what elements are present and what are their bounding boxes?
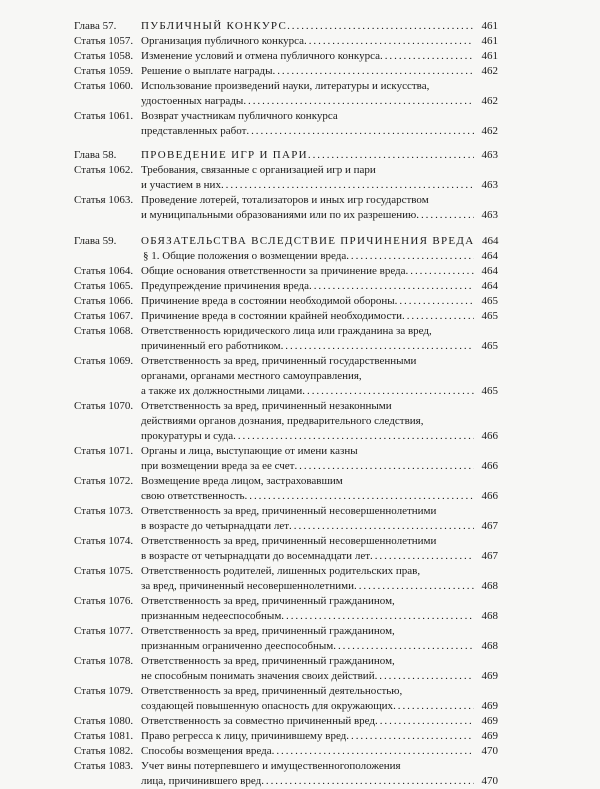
page-number: 461 [481, 35, 498, 47]
page-number: 470 [481, 775, 498, 787]
chapter-heading[interactable] [74, 234, 498, 249]
toc-entry[interactable] [74, 34, 498, 49]
entry-line [74, 744, 498, 759]
page-number: 463 [481, 179, 498, 191]
entry-line [74, 294, 498, 309]
toc-entry[interactable] [74, 109, 498, 139]
page-number: 468 [481, 610, 498, 622]
article-label: Статья 1065. [74, 280, 134, 292]
toc-entry[interactable] [74, 444, 498, 474]
dot-leader [393, 699, 474, 714]
page-number: 463 [481, 209, 498, 221]
dot-leader [281, 609, 474, 624]
entry-line [74, 444, 498, 459]
dot-leader [272, 744, 474, 759]
article-label: Статья 1070. [74, 400, 134, 412]
entry-line [74, 519, 498, 534]
article-label: Статья 1080. [74, 715, 134, 727]
toc-entry[interactable] [74, 624, 498, 654]
entry-line [74, 504, 498, 519]
article-title: Ответственность за вред, причиненный деятельностью, [141, 685, 403, 697]
toc-entry[interactable] [74, 714, 498, 729]
article-title: в возрасте от четырнадцати до восемнадцати лет [141, 550, 371, 562]
chapter-label: Глава 58. [74, 149, 117, 161]
page-number: 461 [481, 20, 498, 32]
entry-line [74, 714, 498, 729]
spacer [74, 139, 498, 148]
article-title: Ответственность за вред, причиненный гражданином, [141, 625, 395, 637]
dot-leader [375, 669, 474, 684]
page-number: 462 [481, 95, 498, 107]
entry-line [74, 429, 498, 444]
table-of-contents [74, 19, 498, 789]
entry-line [74, 474, 498, 489]
entry-line [74, 414, 498, 429]
article-title: органами, органами местного самоуправления, [141, 370, 362, 382]
entry-line [74, 384, 498, 399]
article-label: Статья 1057. [74, 35, 134, 47]
entry-line [74, 564, 498, 579]
entry-line [74, 399, 498, 414]
article-label: Статья 1069. [74, 355, 134, 367]
article-label: Статья 1082. [74, 745, 134, 757]
article-title: Ответственность за вред, причиненный несовершеннолетними [141, 535, 437, 547]
chapter-label: Глава 59. [74, 235, 117, 247]
article-title: Ответственность родителей, лишенных родительских прав, [141, 565, 421, 577]
article-label: Статья 1060. [74, 80, 134, 92]
article-label: Статья 1075. [74, 565, 134, 577]
entry-line [74, 324, 498, 339]
entry-line [74, 208, 498, 223]
section-title: § 1. Общие положения о возмещении вреда [143, 250, 347, 262]
article-label: Статья 1072. [74, 475, 134, 487]
article-title: Причинение вреда в состоянии необходимой обороны [141, 295, 395, 307]
article-title: прокуратуры и суда [141, 430, 234, 442]
page-number: 467 [481, 520, 498, 532]
dot-leader [243, 94, 474, 109]
toc-entry[interactable] [74, 534, 498, 564]
entry-line [74, 624, 498, 639]
entry-line [74, 178, 498, 193]
entry-line [74, 699, 498, 714]
dot-leader [294, 459, 474, 474]
entry-line [74, 639, 498, 654]
toc-entry[interactable] [74, 354, 498, 399]
page-number: 466 [481, 430, 498, 442]
dot-leader [304, 34, 474, 49]
article-label: Статья 1079. [74, 685, 134, 697]
page-number: 469 [481, 715, 498, 727]
article-label: Статья 1058. [74, 50, 134, 62]
page-number: 464 [481, 280, 498, 292]
entry-line [74, 594, 498, 609]
dot-leader [221, 178, 474, 193]
toc-entry[interactable] [74, 594, 498, 624]
article-title: представленных работ [141, 125, 247, 137]
entry-line [74, 279, 498, 294]
article-title: свою ответственность [141, 490, 245, 502]
page-number: 465 [481, 310, 498, 322]
dot-leader [333, 639, 474, 654]
article-title: при возмещении вреда за ее счет [141, 460, 295, 472]
article-title: Общие основания ответственности за причинение вреда [141, 265, 406, 277]
article-title: действиями органов дознания, предварительного следствия, [141, 415, 424, 427]
entry-line [74, 64, 498, 79]
entry-line [74, 489, 498, 504]
article-title: и участием в них [141, 179, 221, 191]
toc-entry[interactable] [74, 309, 498, 324]
entry-line [74, 684, 498, 699]
article-title: Органы и лица, выступающие от имени казны [141, 445, 358, 457]
page-number: 463 [481, 149, 498, 161]
article-label: Статья 1061. [74, 110, 134, 122]
article-label: Статья 1077. [74, 625, 134, 637]
dot-leader [354, 579, 474, 594]
page-number: 465 [481, 385, 498, 397]
dot-leader [402, 309, 474, 324]
article-title: Возмещение вреда лицом, застраховавшим [141, 475, 343, 487]
page-number: 468 [481, 640, 498, 652]
article-title: удостоенных награды [141, 95, 244, 107]
entry-line [74, 94, 498, 109]
entry-line [74, 193, 498, 208]
article-title: Использование произведений науки, литературы и искусства, [141, 80, 430, 92]
entry-line [74, 534, 498, 549]
toc-entry[interactable] [74, 193, 498, 223]
page-number: 462 [481, 65, 498, 77]
article-title: Требования, связанные с организацией игр и пари [141, 164, 376, 176]
page-number: 466 [481, 490, 498, 502]
toc-entry[interactable] [74, 64, 498, 79]
toc-entry[interactable] [74, 264, 498, 279]
dot-leader [309, 279, 474, 294]
entry-line [74, 339, 498, 354]
article-title: Ответственность за вред, причиненный государственными [141, 355, 417, 367]
chapter-title: ПРОВЕДЕНИЕ ИГР И ПАРИ [141, 149, 308, 161]
toc-entry[interactable] [74, 744, 498, 759]
article-label: Статья 1078. [74, 655, 134, 667]
dot-leader [245, 489, 474, 504]
dot-leader [375, 714, 474, 729]
dot-leader [233, 429, 474, 444]
toc-entry[interactable] [74, 324, 498, 354]
dot-leader [395, 294, 474, 309]
page-number: 462 [481, 125, 498, 137]
entry-line [74, 579, 498, 594]
article-title: Ответственность за вред, причиненный гражданином, [141, 595, 395, 607]
entry-line [74, 354, 498, 369]
article-title: лица, причинившего вред [141, 775, 262, 787]
toc-entry[interactable] [74, 399, 498, 444]
page-number: 465 [481, 340, 498, 352]
dot-leader [308, 148, 474, 163]
article-title: Возврат участникам публичного конкурса [141, 110, 338, 122]
entry-line [74, 124, 498, 139]
toc-entry[interactable] [74, 49, 498, 64]
dot-leader [246, 124, 474, 139]
page-number: 466 [481, 460, 498, 472]
article-title: признанным недееспособным [141, 610, 282, 622]
article-title: Организация публичного конкурса [141, 35, 305, 47]
chapter-title: ОБЯЗАТЕЛЬСТВА ВСЛЕДСТВИЕ ПРИЧИНЕНИЯ ВРЕДА [141, 235, 475, 247]
entry-line [74, 549, 498, 564]
toc-entry[interactable] [74, 294, 498, 309]
page-number: 467 [481, 550, 498, 562]
page-number: 464 [481, 265, 498, 277]
article-title: не способным понимать значения своих действий [141, 670, 375, 682]
entry-line [74, 729, 498, 744]
article-title: Ответственность юридического лица или гражданина за вред, [141, 325, 432, 337]
toc-entry[interactable] [74, 759, 498, 789]
article-title: причиненный его работником [141, 340, 281, 352]
article-label: Статья 1059. [74, 65, 134, 77]
article-title: признанным ограниченно дееспособным [141, 640, 334, 652]
dot-leader [416, 208, 474, 223]
dot-leader [406, 264, 474, 279]
page-number: 465 [481, 295, 498, 307]
article-title: Способы возмещения вреда [141, 745, 272, 757]
article-title: Ответственность за вред, причиненный незаконными [141, 400, 392, 412]
chapter-heading[interactable] [74, 19, 498, 34]
chapter-title: ПУБЛИЧНЫЙ КОНКУРС [141, 20, 288, 32]
article-title: Право регресса к лицу, причинившему вред [141, 730, 347, 742]
article-label: Статья 1071. [74, 445, 134, 457]
article-title: Проведение лотерей, тотализаторов и иных игр государством [141, 194, 429, 206]
dot-leader [287, 19, 474, 34]
dot-leader [281, 339, 474, 354]
article-title: Ответственность за вред, причиненный несовершеннолетними [141, 505, 437, 517]
article-title: и муниципальными образованиями или по их разрешению [141, 209, 417, 221]
article-title: за вред, причиненный несовершеннолетними [141, 580, 354, 592]
toc-entry[interactable] [74, 504, 498, 534]
article-title: Ответственность за вред, причиненный гражданином, [141, 655, 395, 667]
entry-line [74, 49, 498, 64]
article-title: Ответственность за совместно причиненный вред [141, 715, 376, 727]
entry-line [74, 459, 498, 474]
article-title: Решение о выплате награды [141, 65, 273, 77]
dot-leader [380, 49, 474, 64]
entry-line [74, 654, 498, 669]
dot-leader [289, 519, 474, 534]
toc-entry[interactable] [74, 79, 498, 109]
chapter-label: Глава 57. [74, 20, 117, 32]
dot-leader [261, 774, 474, 789]
page-number: 469 [481, 670, 498, 682]
article-label: Статья 1073. [74, 505, 134, 517]
spacer [74, 223, 498, 234]
toc-entry[interactable] [74, 163, 498, 193]
toc-entry[interactable] [74, 279, 498, 294]
toc-entry[interactable] [74, 684, 498, 714]
article-title: в возрасте до четырнадцати лет [141, 520, 290, 532]
entry-line [74, 774, 498, 789]
dot-leader [273, 64, 474, 79]
entry-line [74, 309, 498, 324]
page-number: 469 [481, 700, 498, 712]
chapter-heading[interactable] [74, 148, 498, 163]
entry-line [74, 79, 498, 94]
section-heading[interactable] [74, 249, 498, 264]
article-label: Статья 1063. [74, 194, 134, 206]
article-title: Предупреждение причинения вреда [141, 280, 309, 292]
page-number: 470 [481, 745, 498, 757]
page-number: 464 [481, 250, 498, 262]
entry-line [74, 369, 498, 384]
dot-leader [370, 549, 474, 564]
article-title: создающей повышенную опасность для окружающих [141, 700, 394, 712]
article-label: Статья 1067. [74, 310, 134, 322]
page-number: 464 [481, 235, 499, 247]
entry-line [74, 609, 498, 624]
entry-line [74, 669, 498, 684]
article-title: Учет вины потерпевшего и имущественногоположения [141, 760, 401, 772]
article-label: Статья 1062. [74, 164, 134, 176]
article-label: Статья 1066. [74, 295, 134, 307]
dot-leader [346, 249, 474, 264]
entry-line [74, 109, 498, 124]
toc-entry[interactable] [74, 729, 498, 744]
toc-entry[interactable] [74, 474, 498, 504]
entry-line [74, 163, 498, 178]
article-label: Статья 1068. [74, 325, 134, 337]
toc-entry[interactable] [74, 654, 498, 684]
entry-line [74, 264, 498, 279]
page-number: 461 [481, 50, 498, 62]
article-label: Статья 1064. [74, 265, 134, 277]
article-label: Статья 1074. [74, 535, 134, 547]
article-title: Причинение вреда в состоянии крайней необходимости [141, 310, 403, 322]
article-label: Статья 1083. [74, 760, 134, 772]
page-number: 468 [481, 580, 498, 592]
article-label: Статья 1081. [74, 730, 134, 742]
entry-line [74, 759, 498, 774]
dot-leader [346, 729, 474, 744]
article-title: Изменение условий и отмена публичного конкурса [141, 50, 381, 62]
toc-entry[interactable] [74, 564, 498, 594]
entry-line [74, 34, 498, 49]
article-label: Статья 1076. [74, 595, 134, 607]
article-title: а также их должностными лицами [141, 385, 303, 397]
page-number: 469 [481, 730, 498, 742]
dot-leader [302, 384, 474, 399]
